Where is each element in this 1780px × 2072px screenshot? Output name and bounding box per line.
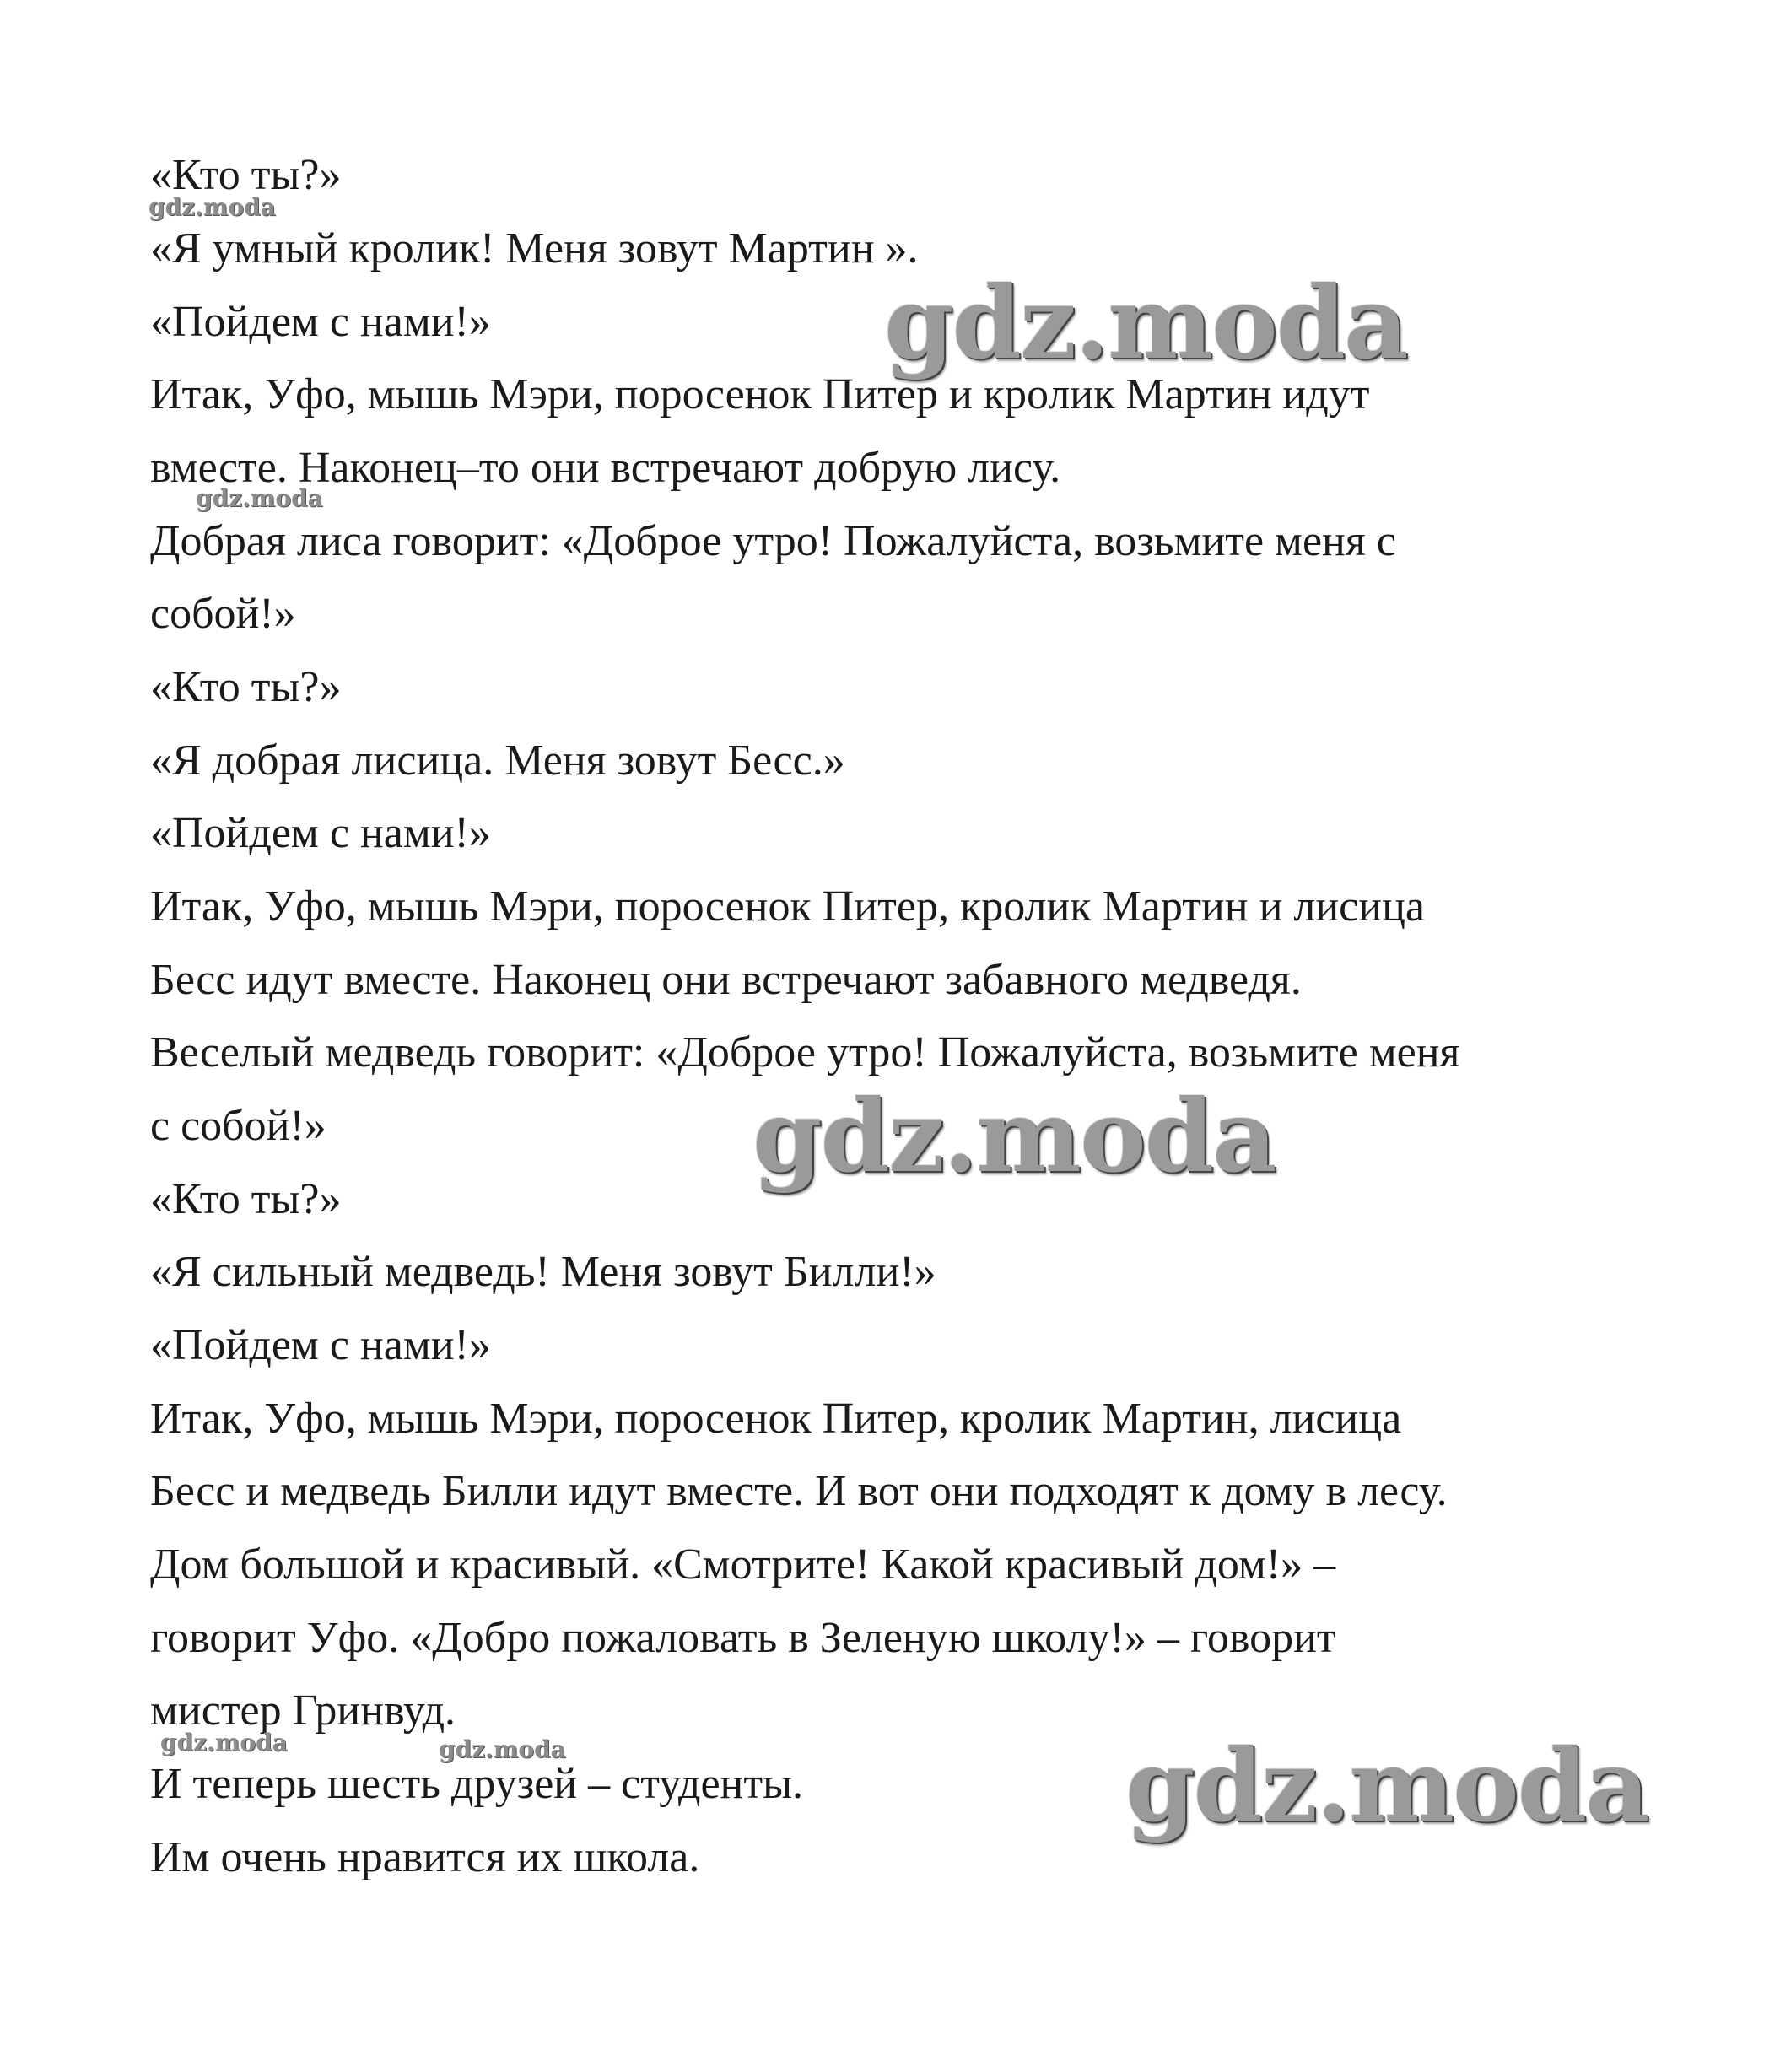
text-line: «Я сильный медведь! Меня зовут Билли!» (150, 1248, 936, 1296)
watermark-large: gdz.moda (752, 1077, 1276, 1195)
watermark-large: gdz.moda (1125, 1727, 1648, 1844)
text-line: вместе. Наконец–то они встречают добрую лису. (150, 444, 1061, 492)
text-line: Добрая лиса говорит: «Доброе утро! Пожалуйста, возьмите меня с (150, 517, 1396, 565)
text-line: Бесс идут вместе. Наконец они встречают забавного медведя. (150, 956, 1302, 1004)
watermark-small: gdz.moda (160, 1729, 288, 1756)
text-line: собой!» (150, 590, 296, 638)
text-line: «Пойдем с нами!» (150, 809, 491, 857)
text-line: Итак, Уфо, мышь Мэри, поросенок Питер, кролик Мартин и лисица (150, 882, 1425, 931)
text-line: Итак, Уфо, мышь Мэри, поросенок Питер, кролик Мартин, лисица (150, 1395, 1402, 1443)
watermark-small: gdz.moda (196, 484, 323, 512)
text-line: «Я умный кролик! Меня зовут Мартин ». (150, 224, 919, 272)
text-line: Итак, Уфо, мышь Мэри, поросенок Питер и кролик Мартин идут (150, 370, 1370, 418)
watermark-small: gdz.moda (439, 1735, 566, 1763)
text-line: мистер Гринвуд. (150, 1686, 456, 1735)
text-line: «Я добрая лисица. Меня зовут Бесс.» (150, 737, 845, 785)
text-line: «Кто ты?» (150, 151, 342, 199)
text-line: «Кто ты?» (150, 1175, 342, 1223)
watermark-small: gdz.moda (148, 193, 276, 221)
text-line: Веселый медведь говорит: «Доброе утро! Пожалуйста, возьмите меня (150, 1028, 1460, 1076)
text-line: И теперь шесть друзей – студенты. (150, 1760, 804, 1808)
text-line: Им очень нравится их школа. (150, 1833, 700, 1881)
text-line: с собой!» (150, 1102, 326, 1150)
text-line: говорит Уфо. «Добро пожаловать в Зеленую школу!» – говорит (150, 1614, 1336, 1662)
text-line: «Кто ты?» (150, 663, 342, 711)
text-line: «Пойдем с нами!» (150, 1321, 491, 1369)
text-line: Бесс и медведь Билли идут вместе. И вот они подходят к дому в лесу. (150, 1467, 1448, 1515)
watermark-large: gdz.moda (884, 264, 1407, 381)
text-line: Дом большой и красивый. «Смотрите! Какой красивый дом!» – (150, 1541, 1336, 1589)
text-line: «Пойдем с нами!» (150, 298, 491, 346)
